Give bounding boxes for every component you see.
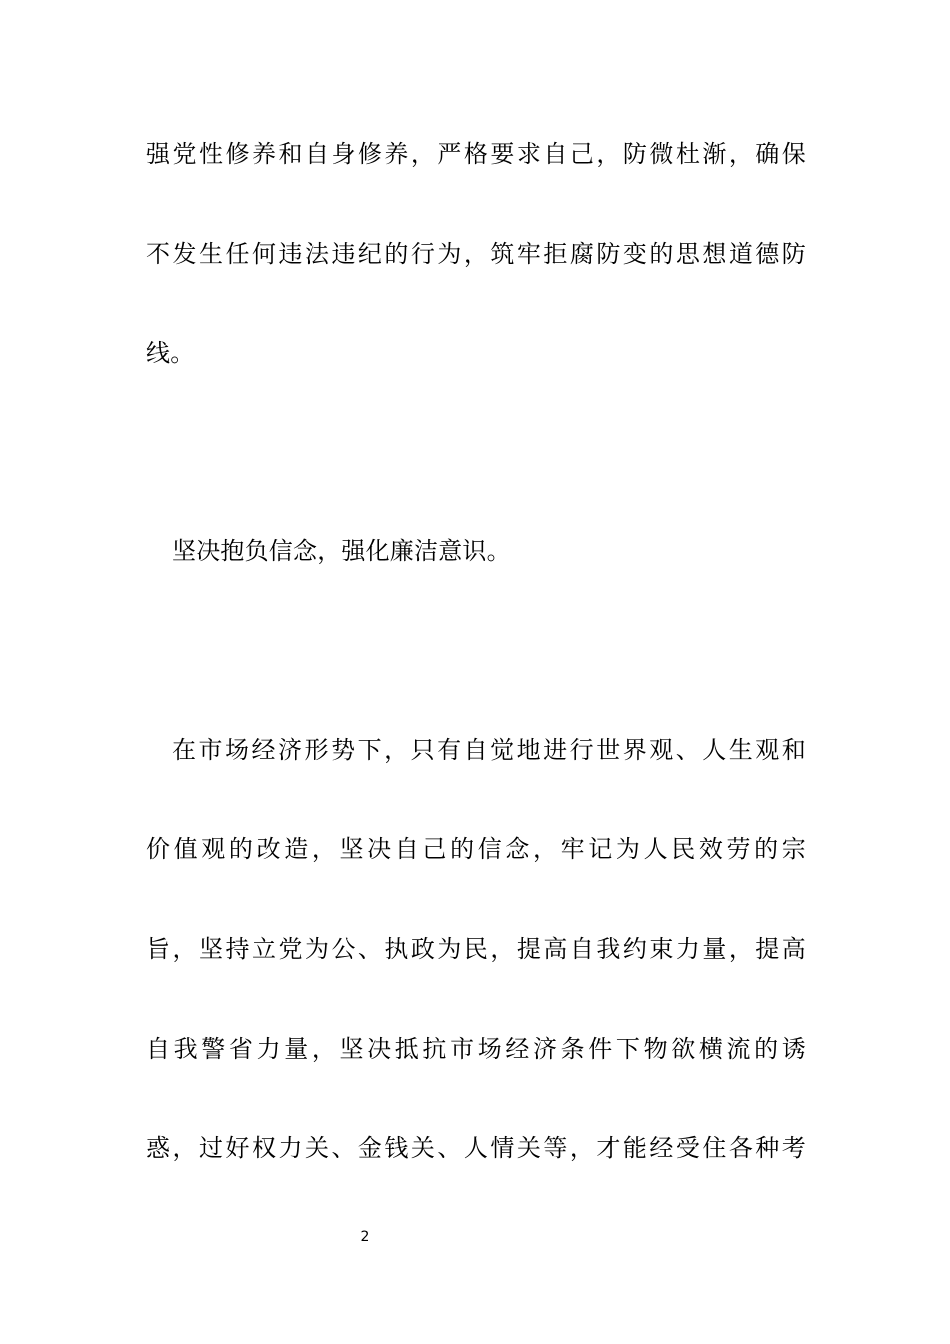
paragraph-line: 价值观的改造，坚决自己的信念，牢记为人民效劳的宗	[146, 835, 806, 863]
paragraph-line: 旨，坚持立党为公、执政为民，提高自我约束力量，提高	[146, 935, 806, 963]
page-number: 2	[360, 1229, 370, 1245]
paragraph-line: 在市场经济形势下，只有自觉地进行世界观、人生观和	[172, 736, 806, 764]
paragraph-line: 线。	[146, 339, 195, 367]
section-heading: 坚决抱负信念，强化廉洁意识。	[172, 537, 511, 565]
paragraph-line: 强党性修养和自身修养，严格要求自己，防微杜渐，确保	[146, 140, 806, 168]
paragraph-line: 惑，过好权力关、金钱关、人情关等，才能经受住各种考	[146, 1134, 806, 1162]
paragraph-line: 不发生任何违法违纪的行为，筑牢拒腐防变的思想道德防	[146, 240, 806, 268]
paragraph-line: 自我警省力量，坚决抵抗市场经济条件下物欲横流的诱	[146, 1035, 806, 1063]
